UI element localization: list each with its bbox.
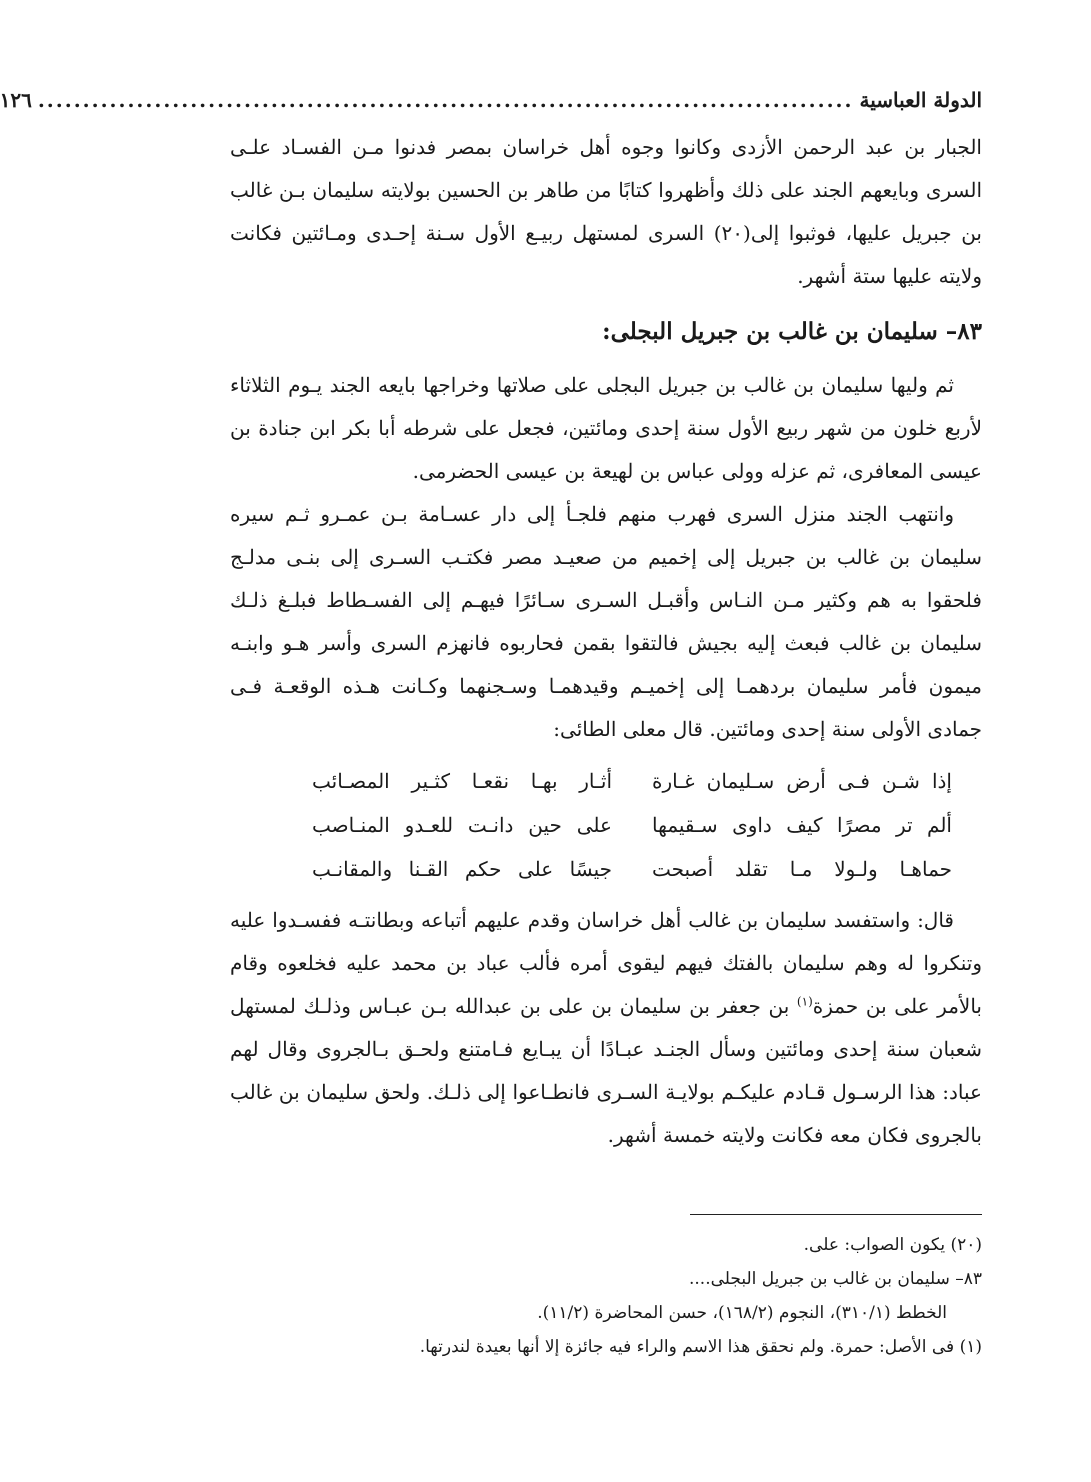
footnote-sources: الخطط (٣١٠/١)، النجوم (١٦٨/٢)، حسن المحاضرة (١١/٢).	[537, 1303, 947, 1323]
verse-first-hemistich: حماهـا ولـولا مـا تقلد أصبحت	[652, 857, 952, 881]
section-heading: ٨٣– سليمان بن غالب بن جبريل البجلى:	[602, 318, 982, 345]
verse-first-hemistich: ألم تر مصرًا كيف داوى سـقيمها	[652, 813, 952, 837]
running-header	[0, 88, 982, 122]
verse-second-hemistich: أثـار بهـا نقعـا كثـير المصـائب	[312, 769, 612, 793]
closing-text-end: بن جعفر بن سليمان بن على بن عبدالله بـن عبـاس وذلـك لمستهل شعبان سنة إحدى ومائتين وسأل الجنـد عبـادًا أن يبـايع فـامتنع ولحـق بـالجروى وقال لهم عباد: هذا الرسـول قـادم عليكـم بولايـة السـرى فانطـاعوا إلى ذلـك. ولحق سليمان بن غالب بالجروى فكان معه فكانت ولايته خمسة أشهر.	[230, 994, 982, 1147]
poem-verses	[230, 759, 982, 891]
verse-line	[230, 847, 952, 891]
verse-line	[230, 759, 952, 803]
page-body	[0, 88, 983, 1157]
verse-line	[230, 803, 952, 847]
header-title: الدولة العباسية	[859, 88, 982, 112]
footnotes	[230, 1228, 982, 1364]
page-number: ١٢٦	[0, 88, 32, 112]
footnote-divider	[690, 1214, 982, 1215]
header-leader-dots: ...........................................................................................	[37, 88, 854, 112]
verse-second-hemistich: جيسًا على حكم القـنا والمقانـب	[312, 857, 612, 881]
closing-paragraph	[230, 899, 982, 1157]
paragraph-1: ثم وليها سليمان بن غالب بن جبريل البجلى على صلاتها وخراجها بايعه الجند يـوم الثلاثاء لأربع خلون من شهر ربيع الأول سنة إحدى ومائتين، فجعل على شرطه أبا بكر ابن جنادة بن عيسى المعافرى، ثم عزله وولى عباس بن لهيعة بن عيسى الحضرمى.	[230, 373, 982, 483]
verse-second-hemistich: على حين دانـت للعـدو المنـاصب	[312, 813, 612, 837]
footnote-section-ref: ٨٣– سليمان بن غالب بن جبريل البجلى....	[688, 1269, 982, 1289]
continuation-paragraph: الجبار بن عبد الرحمن الأزدى وكانوا وجوه أهل خراسان بمصر فدنوا مـن الفسـاد علـى السرى وبايعهم الجند على ذلك وأظهروا كتابًا من طاهر بن الحسين بولايته سليمان بـن غالب بن جبريل عليها، فوثبوا إلى(٢٠) السرى لمستهل ربيـع الأول سـنة إحـدى ومـائتين فكانت ولايته عليها ستة أشهر.	[230, 135, 983, 288]
closing-text-start: قال: واستفسد سليمان بن غالب أهل خراسان وقدم عليهم أتباعه وبطانتـه ففسـدوا عليه وتنكروا له وهم سليمان بالفتك فيهم ليقوى أمره فألب عباد بن محمد عليه فخلعوه وقام بالأمر على بن حمزة	[230, 908, 982, 1018]
footnote-20: (٢٠) يكون الصواب: على.	[803, 1235, 982, 1255]
footnote-reference: (١)	[796, 994, 813, 1009]
footnote-1: (١) فى الأصل: حمرة. ولم نحقق هذا الاسم والراء فيه جائزة إلا أنها بعيدة لندرتها.	[419, 1337, 982, 1357]
paragraph-2: وانتهب الجند منزل السرى فهرب منهم فلجـأ إلى دار عسـامة بـن عمـرو ثـم سيره سليمان بن غالب بن جبريل إلى إخميم من صعيـد مصر فكتـب السـرى إلى بنـى مدلـج فلحقوا به هم وكثير مـن النـاس وأقبـل السـرى سـائرًا فيهـم إلى الفسـطاط فبلـغ ذلـك سليمان بن غالب فبعث إليه بجيش فالتقوا بقمن فحاربوه فانهزم السرى وأسر هـو وابنـه ميمون فأمر سليمان بردهمـا إلى إخميـم وقيدهمـا وسـجنهما وكـانت هـذه الوقعـة فـى جمادى الأولى سنة إحدى ومائتين. قال معلى الطائى:	[230, 502, 982, 741]
verse-first-hemistich: إذا شـن فـى أرض سـليمان غـارة	[652, 769, 952, 793]
